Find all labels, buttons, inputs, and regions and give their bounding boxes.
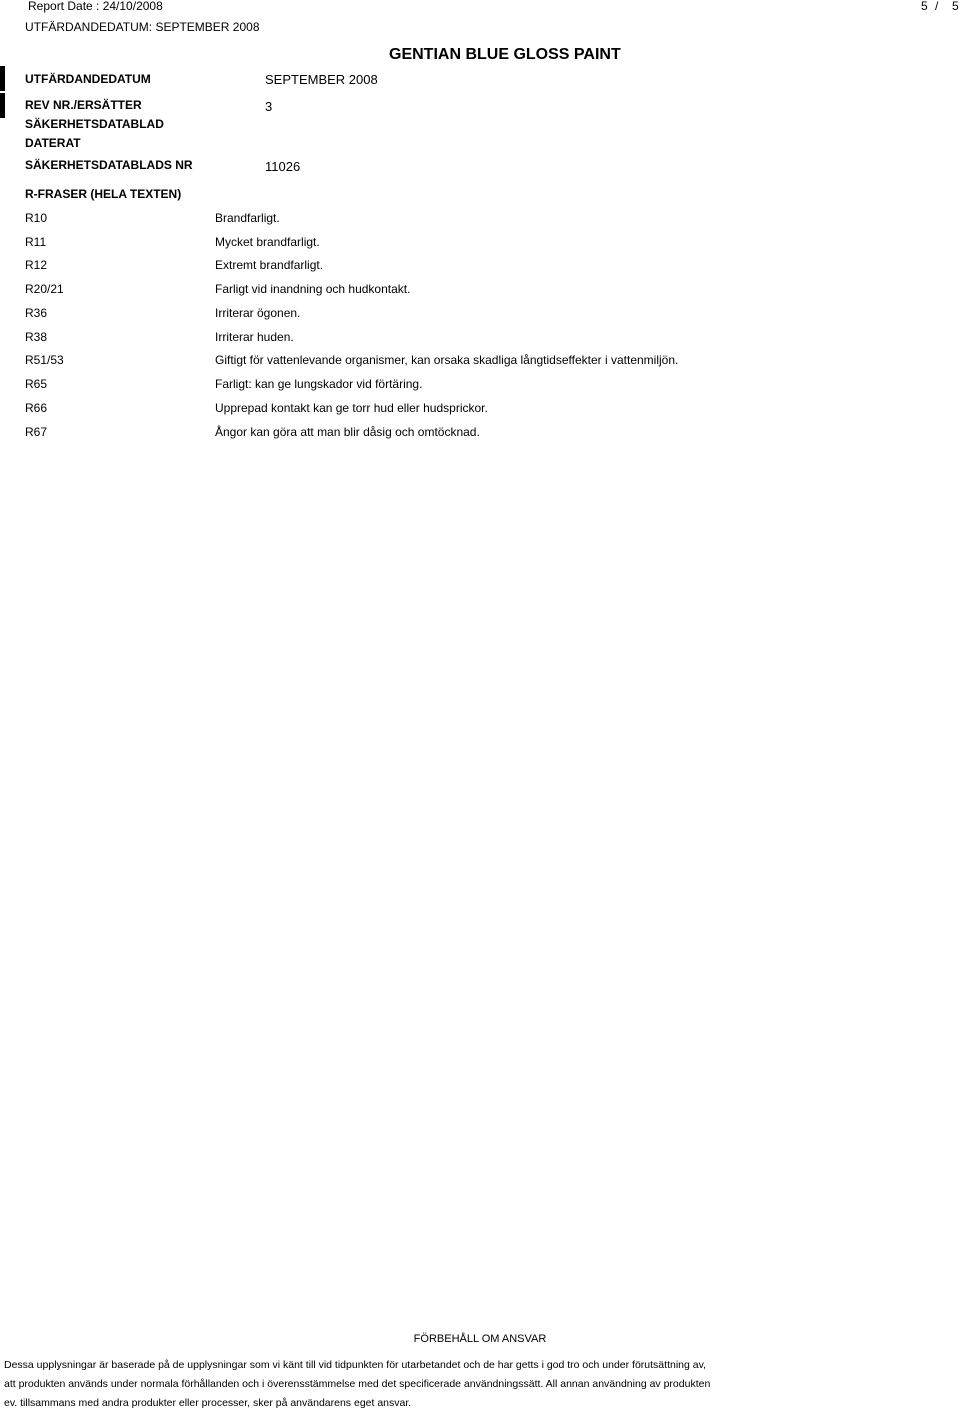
- r-phrase-code: R36: [25, 306, 48, 320]
- r-phrase-code: R10: [25, 211, 48, 225]
- r-phrase-text: Giftigt för vattenlevande organismer, kan orsaka skadliga långtidseffekter i vattenmiljön.: [215, 353, 679, 367]
- r-phrase-code: R65: [25, 377, 48, 391]
- r-phrase-text: Farligt vid inandning och hudkontakt.: [215, 282, 411, 296]
- r-phrase-code: R20/21: [25, 282, 64, 296]
- r-phrase-text: Extremt brandfarligt.: [215, 258, 324, 272]
- r-phrase-code: R66: [25, 401, 48, 415]
- r-phrase-text: Mycket brandfarligt.: [215, 235, 320, 249]
- r-phrase-text: Farligt: kan ge lungskador vid förtäring.: [215, 377, 423, 391]
- r-phrase-text: Irriterar huden.: [215, 330, 294, 344]
- sds-number-value: 11026: [265, 159, 301, 174]
- report-date: Report Date : 24/10/2008: [28, 0, 163, 13]
- disclaimer-line: att produkten används under normala förhållanden och i överensstämmelse med det specificerade användningssätt. All annan användning av produkten: [4, 1378, 711, 1390]
- r-phrase-text: Irriterar ögonen.: [215, 306, 301, 320]
- page-total: 5: [952, 0, 959, 13]
- r-phrase-text: Ångor kan göra att man blir dåsig och omtöcknad.: [215, 425, 480, 439]
- sds-label: SÄKERHETSDATABLAD: [25, 117, 164, 131]
- issue-date-value: SEPTEMBER 2008: [265, 72, 378, 87]
- r-phrases-heading: R-FRASER (HELA TEXTEN): [25, 187, 182, 201]
- revision-label: REV NR./ERSÄTTER: [25, 98, 142, 112]
- r-phrase-text: Upprepad kontakt kan ge torr hud eller hudsprickor.: [215, 401, 488, 415]
- disclaimer-line: ev. tillsammans med andra produkter eller processer, sker på användarens eget ansvar.: [4, 1397, 412, 1409]
- sds-number-label: SÄKERHETSDATABLADS NR: [25, 158, 193, 172]
- revision-value: 3: [265, 99, 273, 114]
- r-phrase-code: R12: [25, 258, 48, 272]
- r-phrase-code: R51/53: [25, 353, 64, 367]
- page-current: 5: [921, 0, 928, 13]
- issue-date-label: UTFÄRDANDEDATUM: [25, 72, 151, 86]
- disclaimer-line: Dessa upplysningar är baserade på de upplysningar som vi känt till vid tidpunkten för utarbetandet och de har getts i god tro och under förutsättning av,: [4, 1359, 706, 1371]
- sds-dated-label: DATERAT: [25, 136, 81, 150]
- product-title: GENTIAN BLUE GLOSS PAINT: [389, 46, 621, 63]
- disclaimer-heading: FÖRBEHÅLL OM ANSVAR: [413, 1333, 547, 1345]
- issue-date-header: UTFÄRDANDEDATUM: SEPTEMBER 2008: [25, 20, 260, 34]
- r-phrase-text: Brandfarligt.: [215, 211, 280, 225]
- revision-marker-bar: [0, 66, 5, 91]
- page-separator: /: [935, 0, 939, 13]
- revision-marker-bar: [0, 93, 5, 118]
- r-phrase-code: R38: [25, 330, 48, 344]
- r-phrase-code: R11: [25, 235, 47, 249]
- r-phrase-code: R67: [25, 425, 48, 439]
